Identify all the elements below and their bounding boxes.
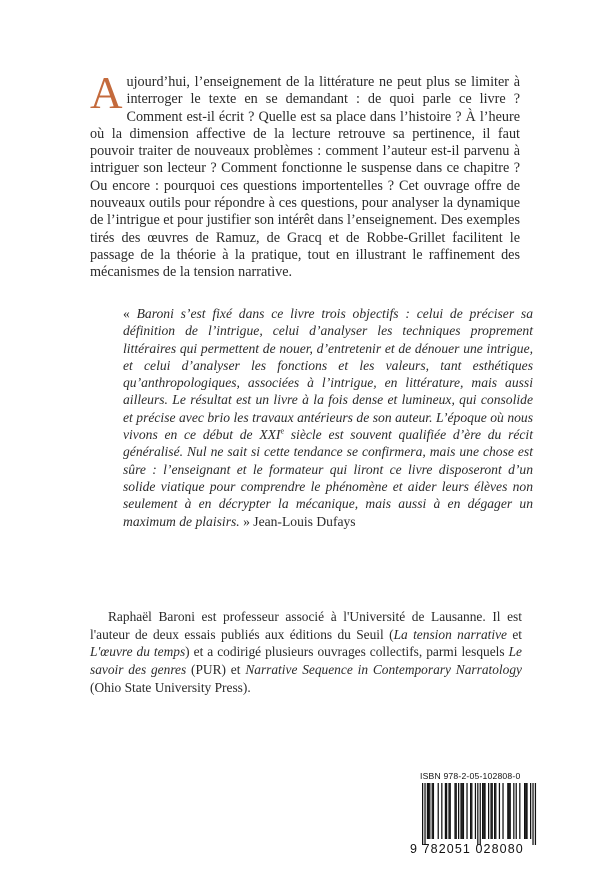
barcode-bar [454, 783, 455, 839]
barcode-bar [524, 783, 525, 839]
barcode-bar [429, 783, 430, 839]
blurb-paragraph [90, 68, 520, 282]
barcode-bar [480, 783, 481, 845]
barcode-bar [470, 783, 471, 839]
quote-text-part-1: Baroni s’est fixé dans ce livre trois objectifs : celui de préciser sa définition de l’intrigue, celui d’analyser les techniques proprement littéraires qui permettent de nouer, d’entretenir et de dénouer une intrigue, et celui d’analyser les fonctions et les valeurs, tant esthétiques qu’anthropologiques, associées à l’intrigue, en littérature, mais aussi ailleurs. Le résultat est un livre à la fois dense et lumineux, qui consolide et précise avec brio les travaux antérieurs de son auteur. L’époque où nous vivons en ce début de XXI [123, 306, 533, 443]
barcode-bar [519, 783, 520, 839]
barcode-bar [460, 783, 461, 839]
isbn-label: ISBN 978-2-05-102808-0 [420, 771, 521, 781]
bio-title-2: L'œuvre du temps [90, 644, 186, 660]
barcode-bar [530, 783, 531, 839]
ean-digits: 9 782051 028080 [410, 842, 524, 856]
barcode-bar [422, 783, 423, 845]
barcode-bar [482, 783, 483, 839]
barcode-bar [495, 783, 496, 839]
barcode-bar [427, 783, 428, 839]
barcode-bar [502, 783, 503, 839]
barcode-bar [513, 783, 514, 839]
barcode-bar [507, 783, 508, 839]
barcode-bar [535, 783, 536, 845]
barcode-bar [525, 783, 526, 839]
barcode-bar [499, 783, 500, 839]
author-bio [90, 608, 522, 697]
review-quote [123, 305, 533, 530]
barcode-bar [508, 783, 509, 839]
barcode-icon [410, 783, 538, 847]
barcode-bar [484, 783, 485, 839]
quote-author: Jean-Louis Dufays [253, 513, 356, 529]
barcode-bar [494, 783, 495, 839]
barcode-bar [428, 783, 429, 839]
quote-close-mark: » [239, 513, 254, 529]
barcode-bar [526, 783, 527, 839]
drop-cap: A [90, 68, 123, 118]
barcode-bar [483, 783, 484, 839]
barcode-bar [532, 783, 533, 845]
bio-text-5: (Ohio State University Press). [90, 679, 251, 695]
bio-text-3: ) et a codirigé plusieurs ouvrages collectifs, parmi lesquels [185, 644, 509, 660]
barcode-bar [463, 783, 464, 839]
century-superscript: e [280, 426, 285, 436]
barcode-bar [462, 783, 463, 839]
blurb-text: ujourd’hui, l’enseignement de la littérature ne peut plus se limiter à interroger le texte en se demandant : de quoi parle ce livre ? Comment est-il écrit ? Quelle est sa place dans l’histoire ? À l’heure où la dimension affective de la lecture retrouve sa pertinence, il faut pouvoir traiter de nouveaux problèmes : comment l’auteur est-il parvenu à intriguer son lecteur ? Comment fonctionne le suspense dans ce chapitre ? Ou encore : pourquoi ces questions importentelles ? Cet ouvrage offre de nouveaux outils pour répondre à ces questions, pour analyser la dynamique de l’intrigue et pour justifier son intérêt dans l’enseignement. Des exemples tirés des œuvres de Ramuz, de Gracq et de Robbe-Grillet facilitent le passage de la théorie à la pratique, tout en illustrant le raffinement des mécanismes de la tension narrative. [90, 74, 520, 281]
barcode-bar [441, 783, 442, 839]
barcode-bar [475, 783, 476, 839]
barcode-bar [438, 783, 439, 839]
barcode-bar [466, 783, 467, 839]
bio-title-4: Narrative Sequence in Contemporary Narratology [245, 662, 522, 678]
bio-title-1: La tension narrative [393, 626, 507, 642]
barcode-bar [516, 783, 517, 839]
barcode-bar [458, 783, 459, 839]
bio-text-4: (PUR) et [186, 662, 246, 678]
bio-text-1: Raphaël Baroni est professeur associé à l'Université de Lausanne. Il est l'auteur de deux essais publiés aux éditions du Seuil ( [90, 609, 522, 642]
barcode-bar [471, 783, 472, 839]
quote-text-part-2: siècle est souvent qualifiée d’ère du récit généralisé. Nul ne sait si cette tendance se confirmera, mais une chose est sûre : l’enseignant et le formateur qui liront ce livre disposeront d’un solide viatique pour comprendre le phénomène et aider leurs élèves non seulement à en décrypter la mécanique, mais aussi à en dégager un maximum de plaisirs. [123, 427, 533, 529]
barcode-bar [448, 783, 449, 839]
barcode-bar [433, 783, 434, 839]
quote-open-mark: « [123, 306, 137, 321]
barcode-bar [492, 783, 493, 839]
barcode-bar [477, 783, 478, 845]
barcode-bar [510, 783, 511, 839]
barcode-bar [446, 783, 447, 839]
barcode-bar [490, 783, 491, 839]
barcode-bar [456, 783, 457, 839]
barcode-bar [445, 783, 446, 839]
barcode-bar [432, 783, 433, 839]
barcode-bar [450, 783, 451, 839]
bio-text-2: et [506, 626, 522, 642]
bio-title-3: Le savoir des genres [90, 644, 522, 678]
barcode-bar [488, 783, 489, 839]
barcode-bar [424, 783, 425, 845]
